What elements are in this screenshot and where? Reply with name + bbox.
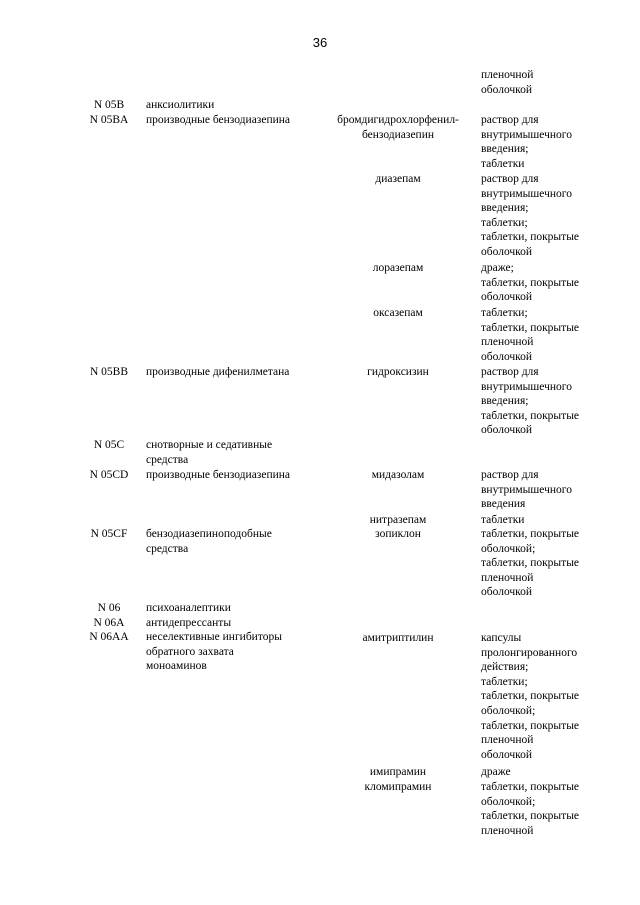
drug-name: нитразепам <box>369 514 427 526</box>
atc-code: N 06 N 06A N 06AA <box>89 602 129 644</box>
dosage-form: таблетки <box>481 514 525 526</box>
drug-name: мидазолам <box>371 469 425 481</box>
dosage-form: раствор для внутримышечного введения <box>481 469 572 511</box>
drug-name: лоразепам <box>372 262 424 274</box>
drug-name: оксазепам <box>373 307 423 319</box>
atc-code: N 05CF <box>90 528 128 540</box>
anatomical-group: производные дифенилметана <box>146 366 290 378</box>
anatomical-group: производные бензодиазепина <box>146 469 291 481</box>
dosage-form: драже <box>481 766 511 778</box>
drug-name: бромдигидрохлорфенил- бензодиазепин <box>337 114 459 141</box>
dosage-form: таблетки, покрытые оболочкой; таблетки, покрытые пленочной <box>481 781 580 837</box>
anatomical-group: бензодиазепиноподобные средства <box>146 528 272 555</box>
drug-name: диазепам <box>375 173 421 185</box>
dosage-form: таблетки, покрытые оболочкой; таблетки, покрытые пленочной оболочкой <box>481 528 580 599</box>
atc-code: N 05CD <box>89 469 129 481</box>
dosage-form: капсулы пролонгированного действия; таблетки; таблетки, покрытые оболочкой; таблетки, покрытые пленочной оболочкой <box>481 632 580 761</box>
dosage-form: драже; таблетки, покрытые оболочкой <box>481 262 580 304</box>
atc-code: N 05B N 05BA <box>89 99 129 126</box>
dosage-form: пленочной оболочкой <box>481 69 534 96</box>
anatomical-group: анксиолитики производные бензодиазепина <box>146 99 291 126</box>
drug-name: амитриптилин <box>362 632 434 644</box>
dosage-form: таблетки; таблетки, покрытые пленочной оболочкой <box>481 307 580 363</box>
dosage-form: раствор для внутримышечного введения; таблетки, покрытые оболочкой <box>481 366 580 437</box>
anatomical-group: снотворные и седативные средства <box>146 439 273 466</box>
dosage-form: раствор для внутримышечного введения; таблетки; таблетки, покрытые оболочкой <box>481 173 580 258</box>
atc-code: N 05C <box>93 439 125 451</box>
page-number: 36 <box>312 35 328 50</box>
atc-code: N 05BB <box>89 366 129 378</box>
drug-name: кломипрамин <box>364 781 432 793</box>
dosage-form: раствор для внутримышечного введения; таблетки <box>481 114 572 170</box>
drug-name: гидроксизин <box>367 366 429 378</box>
drug-name: имипрамин <box>369 766 427 778</box>
drug-name: зопиклон <box>375 528 421 540</box>
anatomical-group: психоаналептики антидепрессанты неселективные ингибиторы обратного захвата моноаминов <box>146 602 282 673</box>
